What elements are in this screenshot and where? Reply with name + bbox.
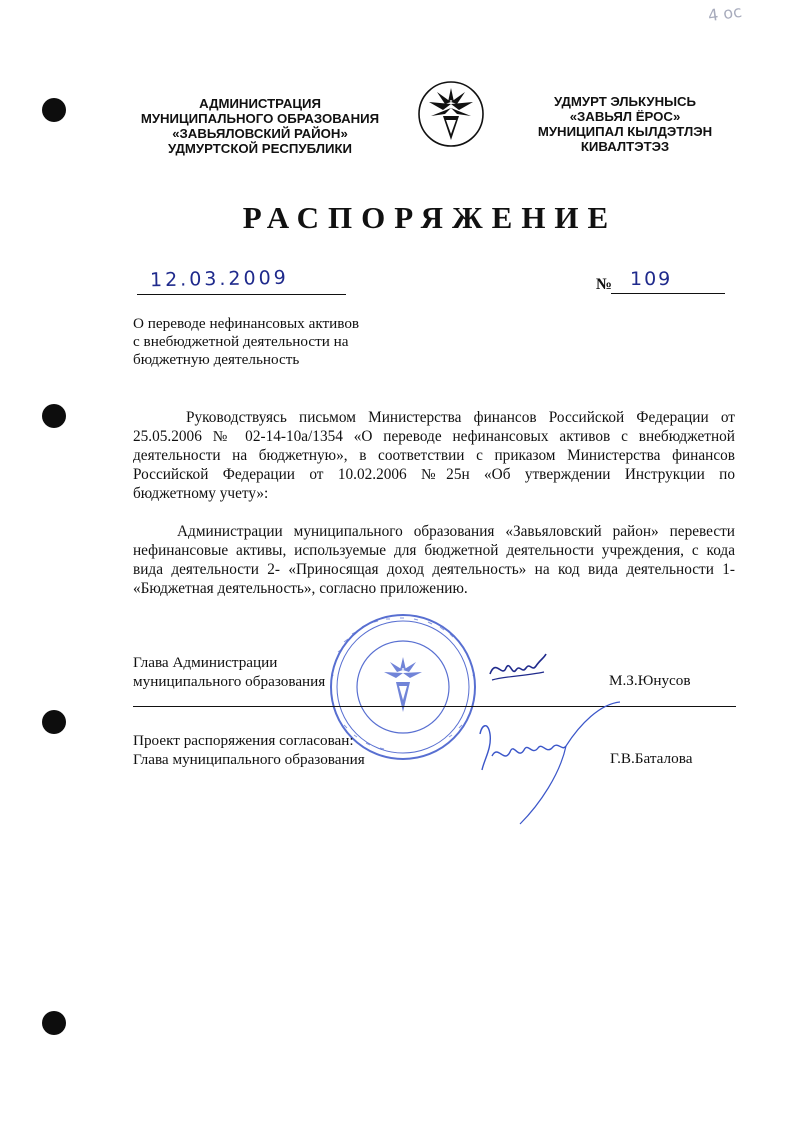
- header-right-line: «ЗАВЬЯЛ ЁРОС»: [569, 109, 681, 124]
- header-right: [530, 94, 720, 154]
- paragraph-line: Руководствуясь письмом Министерства финансов Российской Федерации от: [186, 409, 735, 426]
- paragraph-line: бюджетному учету»:: [133, 485, 269, 502]
- signature-2: [470, 694, 630, 834]
- signatory2-title: [133, 731, 365, 769]
- header-left: [135, 96, 385, 156]
- punch-hole-1: [42, 98, 66, 122]
- number-underline: [611, 293, 725, 294]
- paragraph-line: деятельности на бюджетную», в соответствии с приказом Министерства финансов: [133, 447, 735, 464]
- punch-hole-2: [42, 404, 66, 428]
- signatory1-name: М.З.Юнусов: [609, 672, 691, 689]
- handwritten-date: 12.03.2009: [149, 266, 289, 292]
- corner-handwritten-note: 4 ос: [706, 1, 744, 26]
- paragraph-line: вида деятельности 2- «Приносящая доход деятельность» на код вида деятельности 1-: [133, 561, 735, 578]
- signature-1: [486, 650, 548, 686]
- header-left-line: МУНИЦИПАЛЬНОГО ОБРАЗОВАНИЯ: [140, 111, 380, 126]
- date-underline: [137, 294, 346, 295]
- subject-line: О переводе нефинансовых активов: [133, 315, 360, 332]
- paragraph-line: нефинансовые активы, используемые для бюджетной деятельности учреждения, с кода: [133, 542, 735, 559]
- signatory2-name: Г.В.Баталова: [610, 750, 693, 767]
- subject-line: бюджетную деятельность: [133, 351, 300, 368]
- paragraph-line: «Бюджетная деятельность», согласно приложению.: [133, 580, 468, 597]
- signatory1-title-line: Глава Администрации: [133, 654, 278, 671]
- header-left-line: «ЗАВЬЯЛОВСКИЙ РАЙОН»: [172, 126, 348, 141]
- header-left-line: УДМУРТСКОЙ РЕСПУБЛИКИ: [168, 141, 352, 156]
- punch-hole-4: [42, 1011, 66, 1035]
- document-title: РАСПОРЯЖЕНИЕ: [242, 200, 618, 235]
- paragraph-line: Администрации муниципального образования «Завьяловский район» перевести: [177, 523, 735, 540]
- subject-block: [133, 315, 359, 369]
- signatory2-title-line: Глава муниципального образования: [133, 751, 365, 768]
- number-label: №: [596, 276, 613, 293]
- emblem-logo: [417, 80, 485, 148]
- paragraph-preamble: [133, 408, 735, 503]
- header-left-line: АДМИНИСТРАЦИЯ: [199, 96, 321, 111]
- handwritten-number: 109: [630, 268, 673, 290]
- header-right-line: КИВАЛТЭТЭЗ: [580, 139, 670, 154]
- paragraph-order: [133, 522, 735, 598]
- signatory1-title: [133, 653, 325, 691]
- signatory2-title-line: Проект распоряжения согласован:: [133, 732, 354, 749]
- punch-hole-3: [42, 710, 66, 734]
- separator-line: [133, 706, 736, 707]
- signatory1-title-line: муниципального образования: [133, 673, 326, 690]
- header-right-line: УДМУРТ ЭЛЬКУНЫСЬ: [553, 94, 697, 109]
- paragraph-line: 25.05.2006 № 02-14-10а/1354 «О переводе нефинансовых активов с внебюджетной: [133, 428, 735, 445]
- header-right-line: МУНИЦИПАЛ КЫЛДЭТЛЭН: [537, 124, 713, 139]
- paragraph-line: Российской Федерации от 10.02.2006 №25н «Об утверждении Инструкции по: [133, 466, 735, 483]
- subject-line: с внебюджетной деятельности на: [133, 333, 349, 350]
